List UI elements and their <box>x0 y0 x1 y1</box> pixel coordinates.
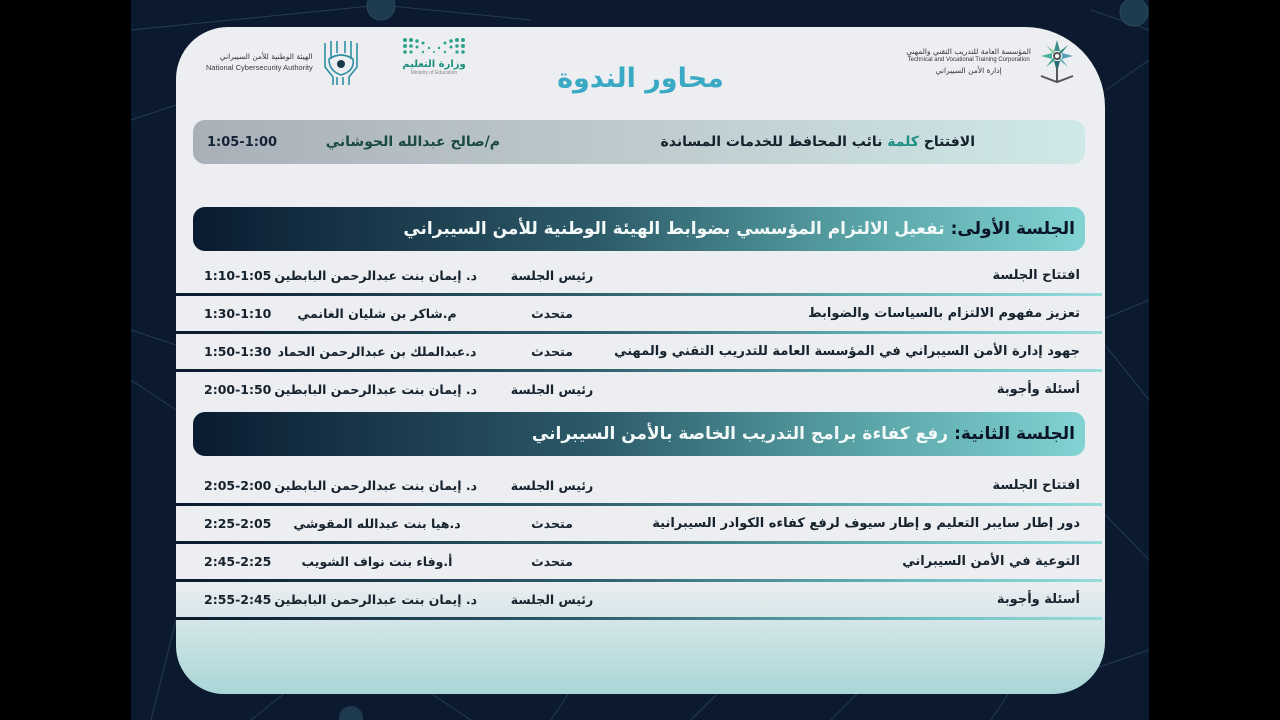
row-speaker: أ.وفاء بنت نواف الشويب <box>301 554 453 569</box>
row-divider <box>176 503 1102 506</box>
row-topic: افتتاح الجلسة <box>992 478 1080 493</box>
slide-background <box>131 0 1149 720</box>
session-2-header <box>193 412 1085 456</box>
row-time: 1:10-1:05 <box>204 268 272 283</box>
row-divider <box>176 331 1102 334</box>
session-1-header <box>193 207 1085 251</box>
table-row <box>176 259 1102 296</box>
row-role: متحدث <box>531 306 573 321</box>
table-row <box>176 583 1102 620</box>
row-topic: دور إطار سايبر التعليم و إطار سيوف لرفع كفاءه الكوادر السيبرانية <box>652 516 1080 531</box>
opening-highlight: كلمة <box>887 134 919 150</box>
row-speaker: د.هيا بنت عبدالله المقوشي <box>293 516 461 531</box>
session-label: الجلسة الثانية: <box>954 424 1075 444</box>
table-row <box>176 507 1102 544</box>
tvtc-dept-ar: إدارة الأمن السيبراني <box>935 65 1002 75</box>
opening-topic-text: نائب المحافظ للخدمات المساندة <box>660 134 883 150</box>
moe-dots-icon <box>401 37 467 55</box>
row-topic: أسئلة وأجوبة <box>996 592 1080 607</box>
row-role: متحدث <box>531 516 573 531</box>
row-time: 1:30-1:10 <box>204 306 272 321</box>
row-divider <box>176 579 1102 582</box>
table-row <box>176 335 1102 372</box>
row-time: 2:55-2:45 <box>204 592 272 607</box>
opening-topic <box>660 134 975 150</box>
row-time: 2:45-2:25 <box>204 554 272 569</box>
row-time: 2:25-2:05 <box>204 516 272 531</box>
row-role: رئيس الجلسة <box>510 592 594 607</box>
opening-row <box>193 120 1085 164</box>
row-role: رئيس الجلسة <box>510 478 594 493</box>
nca-name-en: National Cybersecurity Authority <box>206 63 313 72</box>
agenda-card <box>176 27 1105 694</box>
table-row <box>176 469 1102 506</box>
table-row <box>176 373 1102 410</box>
row-divider <box>176 293 1102 296</box>
table-row <box>176 297 1102 334</box>
table-row <box>176 545 1102 582</box>
opening-time: 1:05-1:00 <box>207 134 278 150</box>
opening-label: الافتتاح <box>923 134 975 150</box>
row-speaker: د. إيمان بنت عبدالرحمن البابطين <box>274 592 477 607</box>
row-time: 1:50-1:30 <box>204 344 272 359</box>
row-divider <box>176 541 1102 544</box>
session-label: الجلسة الأولى: <box>950 219 1075 239</box>
session-title: رفع كفاءة برامج التدريب الخاصة بالأمن السيبراني <box>531 424 949 444</box>
opening-speaker: م/صالح عبدالله الحوشاني <box>325 134 500 150</box>
row-topic: تعزيز مفهوم الالتزام بالسياسات والضوابط <box>808 306 1080 321</box>
nca-name-ar: الهيئة الوطنية للأمن السيبراني <box>219 52 313 61</box>
row-speaker: د. إيمان بنت عبدالرحمن البابطين <box>274 478 477 493</box>
row-topic: جهود إدارة الأمن السيبراني في المؤسسة العامة للتدريب التقني والمهني <box>614 344 1080 359</box>
session-title: تفعيل الالتزام المؤسسي بضوابط الهيئة الوطنية للأمن السيبراني <box>403 219 945 239</box>
row-topic: أسئلة وأجوبة <box>996 382 1080 397</box>
page-title: محاور الندوة <box>557 63 724 94</box>
tvtc-name-ar: المؤسسة العامة للتدريب التقني والمهني <box>906 46 1031 56</box>
row-speaker: م.شاكر بن شليان الغانمي <box>297 306 457 321</box>
row-time: 2:00-1:50 <box>204 382 272 397</box>
row-divider <box>176 617 1102 620</box>
row-topic: التوعية في الأمن السيبراني <box>902 554 1080 569</box>
row-speaker: د. إيمان بنت عبدالرحمن البابطين <box>274 268 477 283</box>
row-role: متحدث <box>531 344 573 359</box>
moe-name-en: Ministry of Education <box>410 70 458 76</box>
moe-name-ar: وزارة التعليم <box>402 59 466 70</box>
tvtc-name-en: Technical and Vocational Training Corporation <box>907 57 1030 64</box>
row-role: رئيس الجلسة <box>510 268 594 283</box>
row-speaker: د.عبدالملك بن عبدالرحمن الحماد <box>277 344 477 359</box>
row-role: رئيس الجلسة <box>510 382 594 397</box>
row-speaker: د. إيمان بنت عبدالرحمن البابطين <box>274 382 477 397</box>
row-time: 2:05-2:00 <box>204 478 272 493</box>
row-divider <box>176 369 1102 372</box>
row-topic: افتتاح الجلسة <box>992 268 1080 283</box>
row-role: متحدث <box>531 554 573 569</box>
